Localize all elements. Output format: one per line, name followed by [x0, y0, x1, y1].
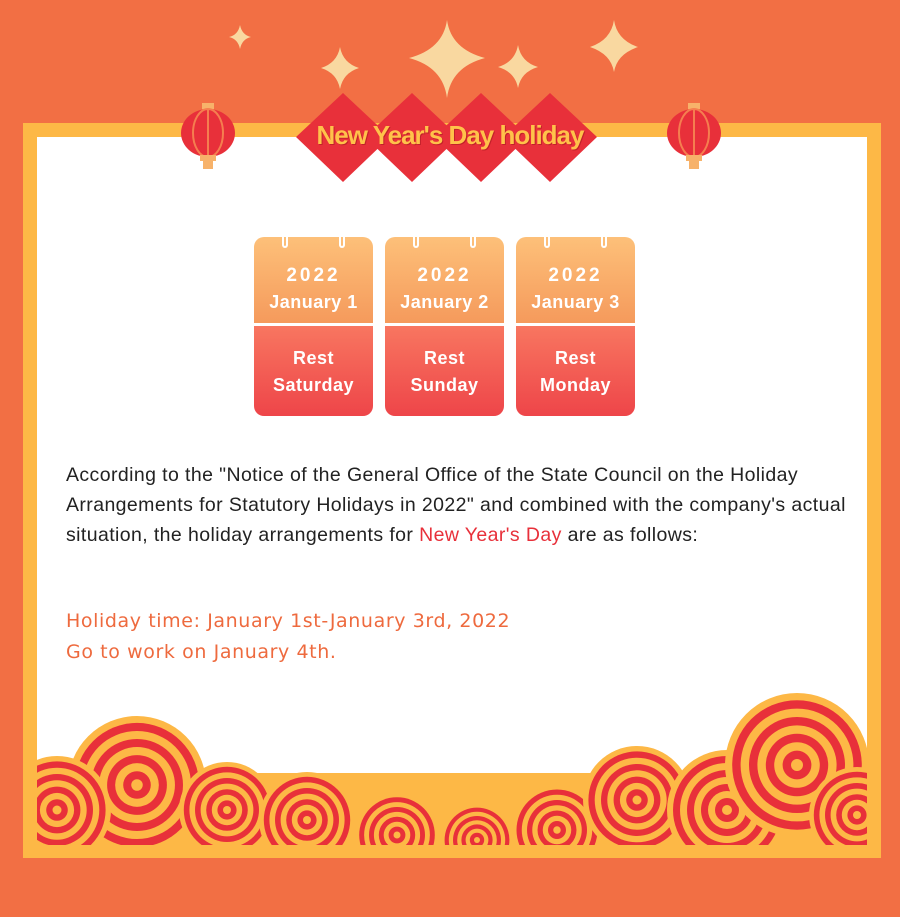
calendar-cards: [254, 237, 654, 417]
return-to-work: Go to work on January 4th.: [66, 641, 337, 663]
card-year: 2022: [548, 265, 603, 286]
card-year: 2022: [417, 265, 472, 286]
binding-ring-icon: [601, 237, 607, 248]
binding-ring-icon: [282, 237, 288, 248]
notice-paragraph: [66, 460, 846, 550]
binding-ring-icon: [413, 237, 419, 248]
sparkle-icon: [498, 45, 538, 88]
card-date: January 3: [531, 292, 620, 312]
card-weekday: Monday: [539, 375, 611, 395]
holiday-time: Holiday time: January 1st-January 3rd, 2022: [66, 610, 511, 632]
binding-ring-icon: [339, 237, 345, 248]
card-weekday: Saturday: [272, 375, 355, 395]
sparkle-icon: [590, 20, 638, 72]
title-banner: [280, 85, 620, 195]
card-year: 2022: [286, 265, 341, 286]
card-weekday: Sunday: [410, 375, 479, 395]
calendar-card: [254, 237, 373, 416]
card-date: January 1: [269, 292, 358, 312]
notice-text: According to the "Notice of the General Office of the State Council on the Holiday Arrangements for Statutory Holidays in 2022" and combined with the company's actual situation, the holiday arrangements for: [66, 464, 846, 546]
calendar-card: [385, 237, 504, 416]
card-date: January 2: [400, 292, 489, 312]
notice-highlight: New Year's Day: [419, 524, 562, 546]
binding-ring-icon: [544, 237, 550, 248]
lantern-icon: [178, 103, 238, 169]
lantern-icon: [664, 103, 724, 169]
card-status: Rest: [554, 348, 596, 368]
card-status: Rest: [292, 348, 334, 368]
calendar-card: [516, 237, 635, 416]
page-title: New Year's Day holiday: [316, 120, 584, 150]
sparkle-icon: [229, 25, 251, 49]
binding-ring-icon: [470, 237, 476, 248]
notice-text-end: are as follows:: [561, 524, 699, 546]
cloud-pattern: [37, 690, 867, 845]
sparkle-icon: [321, 47, 359, 89]
card-status: Rest: [423, 348, 465, 368]
